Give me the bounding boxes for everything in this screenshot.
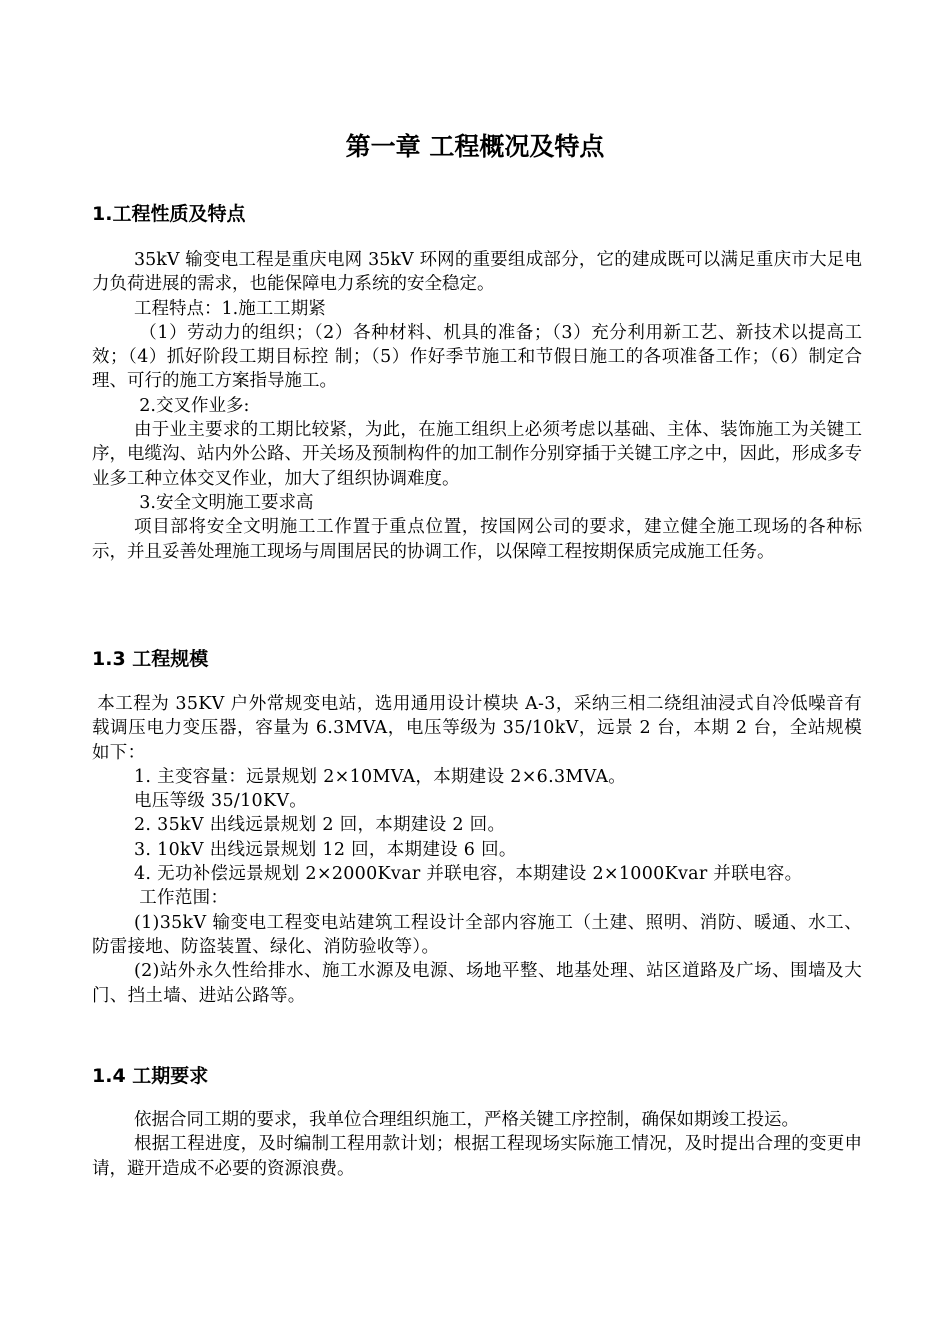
section-body-scale	[92, 692, 862, 1008]
paragraph: （1）劳动力的组织；（2）各种材料、机具的准备；（3）充分利用新工艺、新技术以提高工效；（4）抓好阶段工期目标控 制；（5）作好季节施工和节假日施工的各项准备工作；（6）制定合理、可行的施工方案指导施工。	[92, 322, 862, 392]
paragraph: 35kV 输变电工程是重庆电网 35kV 环网的重要组成部分，它的建成既可以满足重庆市大足电力负荷进展的需求，也能保障电力系统的安全稳定。	[92, 250, 862, 295]
section-heading-schedule: 1.4 工期要求	[92, 1065, 209, 1087]
paragraph: 依据合同工期的要求，我单位合理组织施工，严格关键工序控制，确保如期竣工投运。	[134, 1110, 799, 1130]
paragraph: 由于业主要求的工期比较紧，为此，在施工组织上必须考虑以基础、主体、装饰施工为关键工序，电缆沟、站内外公路、开关场及预制构件的加工制作分别穿插于关键工序之中，因此，形成多专业多工种立体交叉作业，加大了组织协调难度。	[92, 420, 862, 489]
section-body-schedule	[92, 1108, 862, 1181]
paragraph: 2. 35kV 出线远景规划 2 回，本期建设 2 回。	[134, 815, 506, 836]
paragraph: 工作范围：	[139, 888, 229, 909]
chapter-title: 第一章 工程概况及特点	[345, 132, 605, 161]
section-heading-scale: 1.3 工程规模	[92, 648, 209, 670]
paragraph: (1)35kV 输变电工程变电站建筑工程设计全部内容施工（土建、照明、消防、暖通、水工、防雷接地、防盗装置、绿化、消防验收等）。	[92, 912, 862, 957]
paragraph: 2.交叉作业多:	[139, 395, 250, 416]
paragraph: 项目部将安全文明施工工作置于重点位置，按国网公司的要求，建立健全施工现场的各种标示，并且妥善处理施工现场与周围居民的协调工作，以保障工程按期保质完成施工任务。	[92, 517, 862, 562]
paragraph: 4. 无功补偿远景规划 2×2000Kvar 并联电容，本期建设 2×1000Kvar 并联电容。	[134, 864, 803, 885]
paragraph: 根据工程进度，及时编制工程用款计划；根据工程现场实际施工情况，及时提出合理的变更申请，避开造成不必要的资源浪费。	[92, 1134, 862, 1179]
paragraph: 电压等级 35/10KV。	[134, 791, 308, 812]
section-heading-nature: 1.工程性质及特点	[92, 203, 246, 225]
paragraph: 本工程为 35KV 户外常规变电站，选用通用设计模块 A-3，采纳三相二绕组油浸式自冷低噪音有载调压电力变压器，容量为 6.3MVA，电压等级为 35/10kV，远景 2 台，本期 2 台，全站规模如下：	[92, 694, 862, 763]
paragraph: 3.安全文明施工要求高	[139, 492, 314, 513]
paragraph: 3. 10kV 出线远景规划 12 回，本期建设 6 回。	[134, 839, 517, 860]
paragraph: 工程特点：1.施工工期紧	[134, 298, 326, 319]
paragraph: 1. 主变容量：远景规划 2×10MVA，本期建设 2×6.3MVA。	[134, 766, 627, 787]
paragraph: (2)站外永久性给排水、施工水源及电源、场地平整、地基处理、站区道路及广场、围墙及大门、挡土墙、进站公路等。	[92, 961, 862, 1006]
section-body-nature	[92, 248, 862, 564]
